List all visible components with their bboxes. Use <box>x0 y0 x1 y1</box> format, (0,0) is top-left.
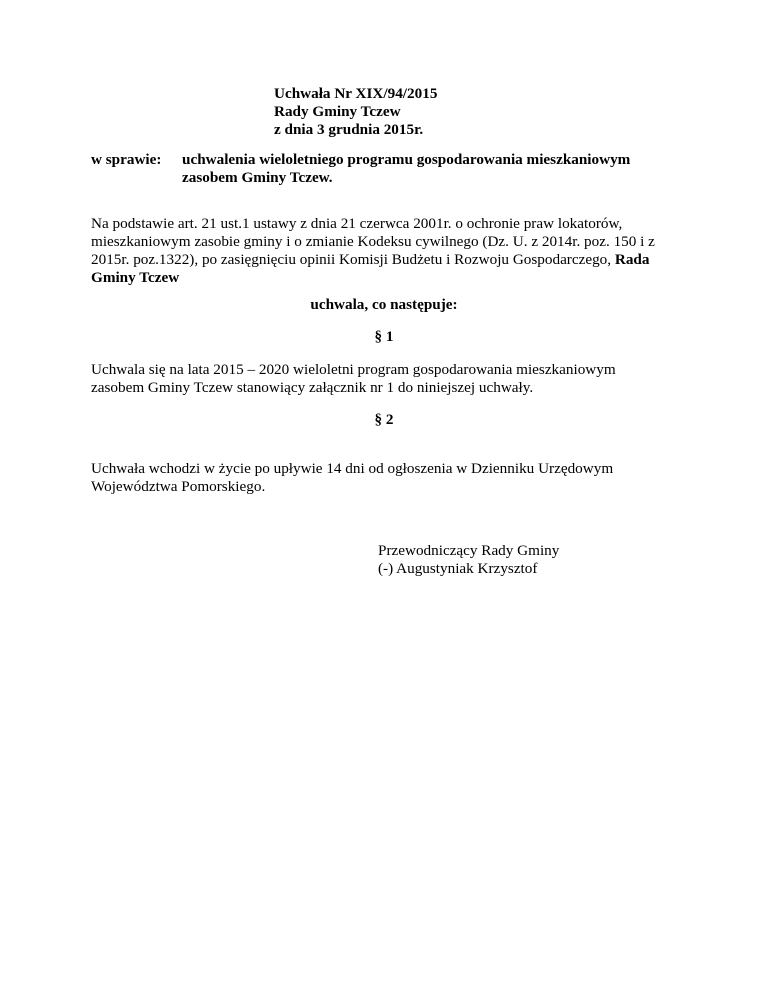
legal-basis-line-2: mieszkaniowym zasobie gminy i o zmianie Kodeksu cywilnego (Dz. U. z 2014r. poz. 150 i z <box>91 233 655 250</box>
section-1-heading: § 1 <box>374 328 394 345</box>
section-1-text <box>91 361 691 397</box>
section-2-heading: § 2 <box>374 411 394 428</box>
legal-basis-council-part-1: Rada <box>614 251 650 268</box>
signatory-title: Przewodniczący Rady Gminy <box>378 542 560 559</box>
subject-label: w sprawie: <box>91 151 162 168</box>
legal-basis-line-3 <box>91 251 691 269</box>
legal-basis-paragraph <box>91 215 691 287</box>
signatory-name: (-) Augustyniak Krzysztof <box>378 560 538 577</box>
section-2-line-1: Uchwała wchodzi w życie po upływie 14 dni od ogłoszenia w Dzienniku Urzędowym <box>91 460 614 477</box>
legal-basis-council-part-2: Gminy Tczew <box>91 269 180 286</box>
subject-line-1: uchwalenia wieloletniego programu gospodarowania mieszkaniowym <box>182 151 631 168</box>
section-2-text <box>91 460 691 496</box>
subject-line-2: zasobem Gminy Tczew. <box>182 169 333 186</box>
section-1-line-2: zasobem Gminy Tczew stanowiący załącznik nr 1 do niniejszej uchwały. <box>91 379 534 396</box>
signature-block <box>378 542 678 578</box>
resolution-number: Uchwała Nr XIX/94/2015 <box>274 85 438 102</box>
resolves-heading: uchwala, co następuje: <box>310 296 458 313</box>
legal-basis-line-1: Na podstawie art. 21 ust.1 ustawy z dnia 21 czerwca 2001r. o ochronie praw lokatorów, <box>91 215 623 232</box>
section-2-line-2: Województwa Pomorskiego. <box>91 478 266 495</box>
council-name: Rady Gminy Tczew <box>274 103 401 120</box>
resolution-header <box>274 85 574 139</box>
legal-basis-line-3-text: 2015r. poz.1322), po zasięgnięciu opinii Komisji Budżetu i Rozwoju Gospodarczego, <box>91 251 615 268</box>
section-1-line-1: Uchwala się na lata 2015 – 2020 wieloletni program gospodarowania mieszkaniowym <box>91 361 616 378</box>
resolution-date: z dnia 3 grudnia 2015r. <box>274 121 424 138</box>
subject-text <box>182 151 662 187</box>
